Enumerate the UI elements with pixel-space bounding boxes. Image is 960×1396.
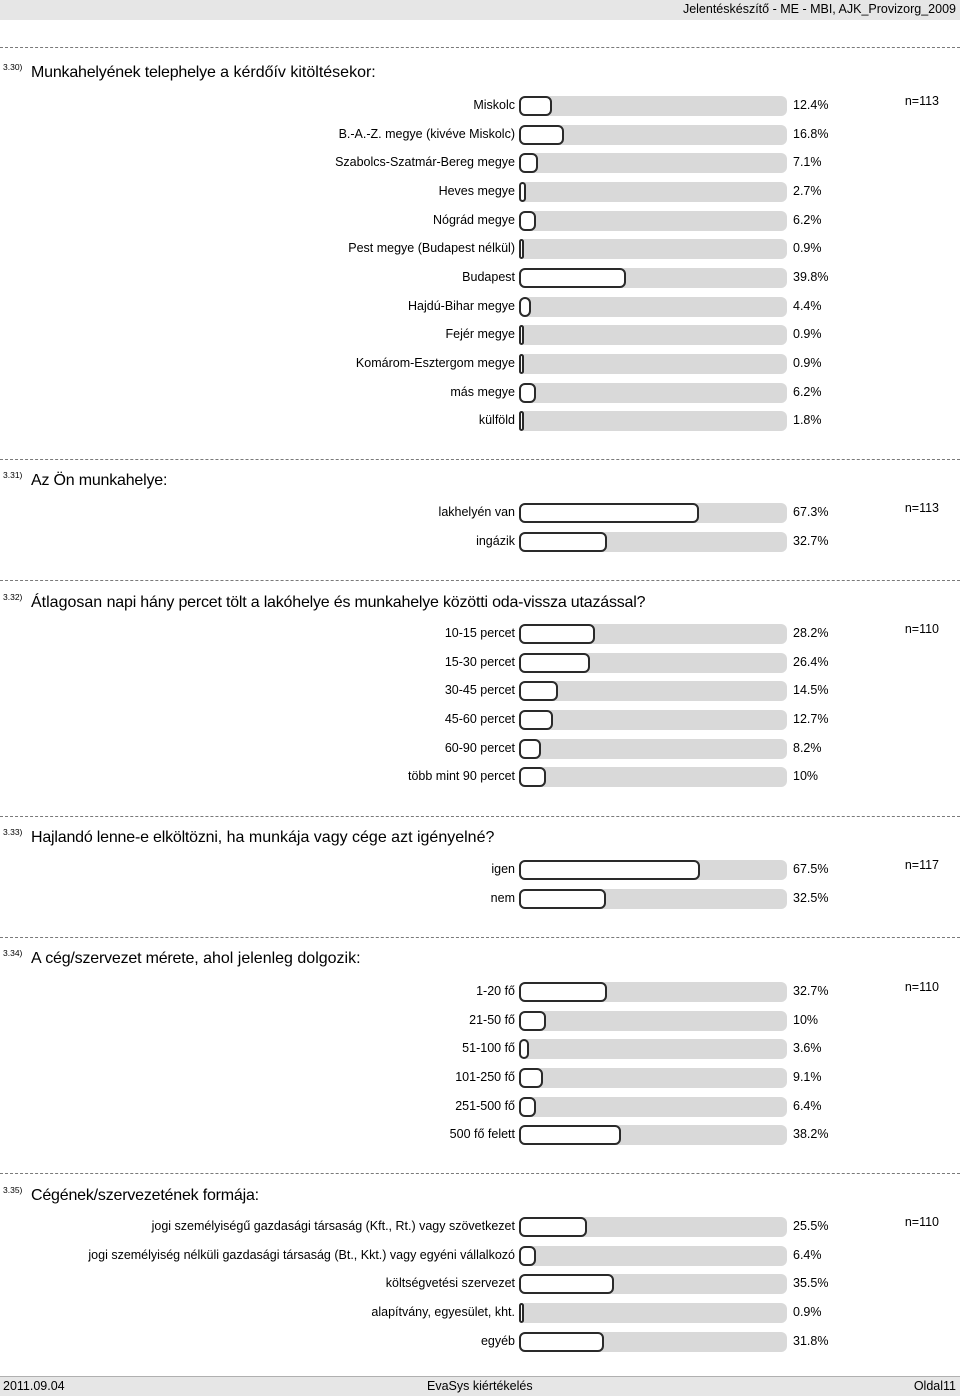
answer-label: több mint 90 percet xyxy=(407,769,515,783)
answer-percent: 3.6% xyxy=(793,1041,822,1055)
percent-bar-fill xyxy=(519,624,595,644)
answer-row xyxy=(0,1217,960,1237)
answer-percent: 12.7% xyxy=(793,712,829,726)
answer-percent: 28.2% xyxy=(793,626,829,640)
answer-label: 30-45 percet xyxy=(444,683,515,697)
percent-bar-fill xyxy=(519,354,524,374)
answer-percent: 9.1% xyxy=(793,1070,822,1084)
percent-bar-fill xyxy=(519,383,536,403)
answer-percent: 12.4% xyxy=(793,98,829,112)
section-divider xyxy=(0,580,960,581)
report-header xyxy=(0,0,960,20)
question-title xyxy=(31,472,167,490)
answer-percent: 4.4% xyxy=(793,299,822,313)
percent-bar-track xyxy=(519,153,787,173)
percent-bar-fill xyxy=(519,325,524,345)
question-title-part: Átlagosan xyxy=(31,594,107,611)
percent-bar-track xyxy=(519,1332,787,1352)
answer-percent: 0.9% xyxy=(793,241,822,255)
section-divider xyxy=(0,47,960,48)
answer-label: Fejér megye xyxy=(445,327,515,341)
percent-bar-fill xyxy=(519,268,626,288)
percent-bar-fill xyxy=(519,211,536,231)
report-footer xyxy=(0,1376,960,1396)
percent-bar-fill xyxy=(519,982,607,1002)
question-title-part: , ha munkája vagy cége azt igényelné? xyxy=(217,829,495,846)
answer-label: Pest megye (Budapest nélkül) xyxy=(348,241,515,255)
question-title-part: Cégének/szervezetének formája xyxy=(31,1187,255,1204)
percent-bar-track xyxy=(519,354,787,374)
percent-bar-fill xyxy=(519,503,699,523)
answer-label: lakhelyén van xyxy=(438,505,515,519)
percent-bar-fill xyxy=(519,153,538,173)
percent-bar-fill xyxy=(519,889,606,909)
answer-row xyxy=(0,653,960,673)
percent-bar-track xyxy=(519,889,787,909)
answer-row xyxy=(0,153,960,173)
answer-row xyxy=(0,1068,960,1088)
percent-bar-track xyxy=(519,96,787,116)
answer-percent: 10% xyxy=(793,1013,819,1027)
question-title xyxy=(31,829,494,847)
percent-bar-track xyxy=(519,1125,787,1145)
percent-bar-fill xyxy=(519,297,531,317)
percent-bar-fill xyxy=(519,710,553,730)
answer-row xyxy=(0,268,960,288)
percent-bar-track xyxy=(519,125,787,145)
answer-percent: 31.8% xyxy=(793,1334,829,1348)
answer-row xyxy=(0,1332,960,1352)
answer-row xyxy=(0,624,960,644)
answer-label: jogi személyiségű gazdasági társaság (Kft., Rt.) vagy szövetkezet xyxy=(151,1219,515,1233)
question-title xyxy=(31,64,376,82)
question-title-part: A xyxy=(31,950,46,967)
percent-bar-fill xyxy=(519,860,700,880)
respondent-count: n=117 xyxy=(904,858,939,872)
percent-bar-track xyxy=(519,297,787,317)
percent-bar-track xyxy=(519,1011,787,1031)
answer-label: 45-60 percet xyxy=(444,712,515,726)
answer-percent: 8.2% xyxy=(793,741,822,755)
percent-bar-track xyxy=(519,1303,787,1323)
answer-label: 251-500 fő xyxy=(455,1099,515,1113)
percent-bar-track xyxy=(519,1068,787,1088)
percent-bar-fill xyxy=(519,739,541,759)
answer-row xyxy=(0,982,960,1002)
answer-row xyxy=(0,1039,960,1059)
percent-bar-track xyxy=(519,624,787,644)
answer-label: Nógrád megye xyxy=(433,213,515,227)
answer-label: 51-100 fő xyxy=(462,1041,515,1055)
answer-label: 60-90 percet xyxy=(444,741,515,755)
answer-row xyxy=(0,889,960,909)
answer-label: más megye xyxy=(450,385,515,399)
question-title-part: napi hány percet tölt a lakóhelye és munkahelye közötti oda-vissza utazással xyxy=(106,594,637,611)
question-title-part: : xyxy=(162,472,168,489)
answer-row xyxy=(0,860,960,880)
answer-row xyxy=(0,354,960,374)
question-title-part: Az Ön munkahelye xyxy=(31,472,163,489)
answer-percent: 1.8% xyxy=(793,413,822,427)
percent-bar-track xyxy=(519,268,787,288)
percent-bar-fill xyxy=(519,182,526,202)
question-title xyxy=(31,950,361,968)
answer-row xyxy=(0,239,960,259)
percent-bar-track xyxy=(519,1097,787,1117)
question-number: 3.30) xyxy=(3,62,23,72)
respondent-count: n=110 xyxy=(904,1215,939,1229)
answer-percent: 16.8% xyxy=(793,127,829,141)
percent-bar-fill xyxy=(519,411,524,431)
answer-percent: 38.2% xyxy=(793,1127,829,1141)
percent-bar-track xyxy=(519,325,787,345)
percent-bar-track xyxy=(519,860,787,880)
answer-label: egyéb xyxy=(480,1334,515,1348)
answer-label: Budapest xyxy=(462,270,515,284)
answer-label: 101-250 fő xyxy=(455,1070,515,1084)
percent-bar-track xyxy=(519,1039,787,1059)
answer-row xyxy=(0,710,960,730)
percent-bar-track xyxy=(519,710,787,730)
percent-bar-fill xyxy=(519,767,546,787)
percent-bar-fill xyxy=(519,1125,621,1145)
answer-label: Szabolcs-Szatmár-Bereg megye xyxy=(335,155,515,169)
percent-bar-fill xyxy=(519,1303,524,1323)
question-title xyxy=(31,1187,259,1205)
question-title-part: : xyxy=(254,1187,260,1204)
percent-bar-track xyxy=(519,182,787,202)
question-number: 3.32) xyxy=(3,592,23,602)
answer-row xyxy=(0,1246,960,1266)
percent-bar-fill xyxy=(519,532,607,552)
percent-bar-fill xyxy=(519,125,564,145)
answer-percent: 10% xyxy=(793,769,819,783)
percent-bar-track xyxy=(519,211,787,231)
answer-percent: 7.1% xyxy=(793,155,822,169)
percent-bar-fill xyxy=(519,96,552,116)
section-divider xyxy=(0,816,960,817)
report-title: Jelentéskészítő - ME - MBI, AJK_Provizorg_2009 xyxy=(682,2,956,16)
question-title-part: cég/szervezet mérete xyxy=(45,950,195,967)
answer-row xyxy=(0,1097,960,1117)
answer-percent: 25.5% xyxy=(793,1219,829,1233)
respondent-count: n=113 xyxy=(904,501,939,515)
percent-bar-track xyxy=(519,739,787,759)
answer-label: ingázik xyxy=(476,534,515,548)
percent-bar-fill xyxy=(519,1274,614,1294)
answer-label: igen xyxy=(491,862,515,876)
answer-percent: 67.3% xyxy=(793,505,829,519)
answer-label: B.-A.-Z. megye (kivéve Miskolc) xyxy=(338,127,515,141)
percent-bar-track xyxy=(519,681,787,701)
respondent-count: n=113 xyxy=(904,94,939,108)
answer-label: Heves megye xyxy=(438,184,515,198)
answer-label: 10-15 percet xyxy=(444,626,515,640)
answer-row xyxy=(0,383,960,403)
percent-bar-fill xyxy=(519,1039,529,1059)
percent-bar-track xyxy=(519,411,787,431)
answer-percent: 6.4% xyxy=(793,1099,822,1113)
percent-bar-track xyxy=(519,239,787,259)
question-title-part: Munkahelyének telephelye xyxy=(31,64,216,81)
percent-bar-track xyxy=(519,532,787,552)
answer-row xyxy=(0,211,960,231)
question-title xyxy=(31,594,646,612)
percent-bar-fill xyxy=(519,239,524,259)
answer-row xyxy=(0,297,960,317)
answer-percent: 2.7% xyxy=(793,184,822,198)
answer-row xyxy=(0,96,960,116)
footer-page: Oldal11 xyxy=(913,1379,956,1393)
answer-row xyxy=(0,125,960,145)
answer-label: Hajdú-Bihar megye xyxy=(408,299,515,313)
answer-percent: 67.5% xyxy=(793,862,829,876)
answer-row xyxy=(0,182,960,202)
answer-percent: 14.5% xyxy=(793,683,829,697)
answer-row xyxy=(0,681,960,701)
answer-percent: 35.5% xyxy=(793,1276,829,1290)
answer-row xyxy=(0,1303,960,1323)
percent-bar-track xyxy=(519,1217,787,1237)
question-title-part: a kérdőív kitöltésekor: xyxy=(215,64,376,81)
answer-percent: 26.4% xyxy=(793,655,829,669)
answer-percent: 39.8% xyxy=(793,270,829,284)
answer-percent: 6.2% xyxy=(793,213,822,227)
answer-row xyxy=(0,1011,960,1031)
answer-label: Miskolc xyxy=(473,98,515,112)
answer-percent: 0.9% xyxy=(793,356,822,370)
section-divider xyxy=(0,459,960,460)
answer-label: 21-50 fő xyxy=(469,1013,515,1027)
answer-row xyxy=(0,503,960,523)
percent-bar-track xyxy=(519,1246,787,1266)
percent-bar-track xyxy=(519,767,787,787)
question-title-part: , ahol jelenleg dolgozik: xyxy=(194,950,361,967)
question-title-part: ? xyxy=(636,594,646,611)
percent-bar-track xyxy=(519,653,787,673)
answer-label: költségvetési szervezet xyxy=(385,1276,515,1290)
answer-label: nem xyxy=(490,891,515,905)
percent-bar-fill xyxy=(519,1217,587,1237)
answer-label: jogi személyiség nélküli gazdasági társaság (Bt., Kkt.) vagy egyéni vállalkozó xyxy=(88,1248,515,1262)
percent-bar-fill xyxy=(519,1332,604,1352)
respondent-count: n=110 xyxy=(904,980,939,994)
answer-row xyxy=(0,325,960,345)
answer-row xyxy=(0,767,960,787)
answer-row xyxy=(0,532,960,552)
percent-bar-fill xyxy=(519,1246,536,1266)
percent-bar-track xyxy=(519,383,787,403)
percent-bar-track xyxy=(519,1274,787,1294)
question-title-part: Hajlandó lenne-e elköltözni xyxy=(31,829,218,846)
percent-bar-fill xyxy=(519,1011,546,1031)
answer-percent: 6.4% xyxy=(793,1248,822,1262)
answer-percent: 32.5% xyxy=(793,891,829,905)
section-divider xyxy=(0,1173,960,1174)
question-number: 3.34) xyxy=(3,948,23,958)
answer-percent: 0.9% xyxy=(793,327,822,341)
answer-row xyxy=(0,411,960,431)
question-number: 3.35) xyxy=(3,1185,23,1195)
percent-bar-fill xyxy=(519,1097,536,1117)
answer-label: külföld xyxy=(478,413,515,427)
percent-bar-fill xyxy=(519,1068,543,1088)
percent-bar-track xyxy=(519,503,787,523)
answer-label: 1-20 fő xyxy=(476,984,515,998)
answer-label: 15-30 percet xyxy=(444,655,515,669)
answer-percent: 32.7% xyxy=(793,984,829,998)
question-number: 3.33) xyxy=(3,827,23,837)
respondent-count: n=110 xyxy=(904,622,939,636)
answer-label: alapítvány, egyesület, kht. xyxy=(371,1305,515,1319)
answer-row xyxy=(0,739,960,759)
answer-label: Komárom-Esztergom megye xyxy=(355,356,515,370)
section-divider xyxy=(0,937,960,938)
answer-percent: 6.2% xyxy=(793,385,822,399)
answer-percent: 0.9% xyxy=(793,1305,822,1319)
footer-date: 2011.09.04 xyxy=(3,1379,65,1393)
answer-label: 500 fő felett xyxy=(449,1127,515,1141)
percent-bar-fill xyxy=(519,681,558,701)
percent-bar-fill xyxy=(519,653,590,673)
answer-row xyxy=(0,1125,960,1145)
percent-bar-track xyxy=(519,982,787,1002)
question-number: 3.31) xyxy=(3,470,23,480)
footer-system: EvaSys kiértékelés xyxy=(427,1379,533,1393)
answer-percent: 32.7% xyxy=(793,534,829,548)
answer-row xyxy=(0,1274,960,1294)
